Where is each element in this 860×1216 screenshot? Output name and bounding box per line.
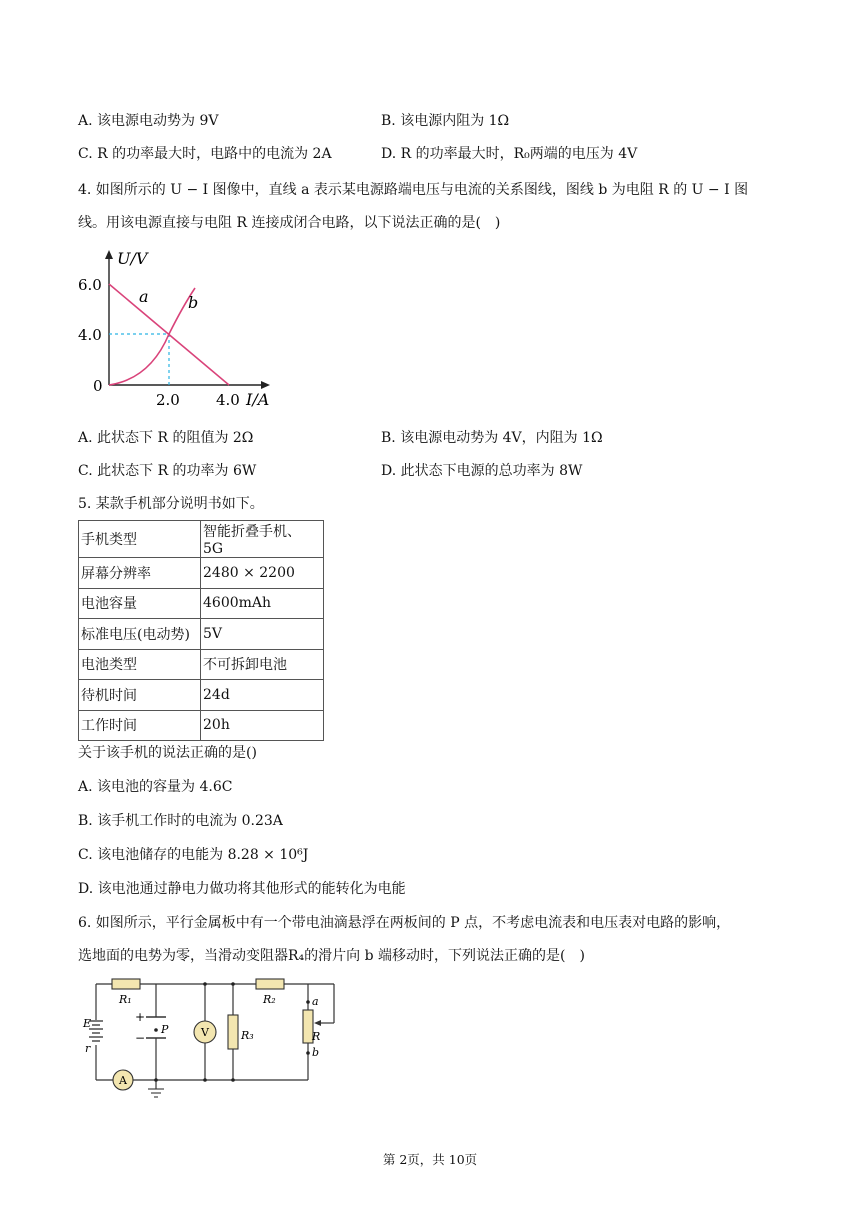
spec-value: 20h [201,710,324,741]
spec-value: 24d [201,680,324,711]
resistor-r1 [112,979,140,989]
resistor-r2 [256,979,284,989]
spec-key: 标准电压(电动势) [79,619,201,650]
label-plus: + [135,1010,146,1024]
q3-option-b: B. 该电源内阻为 1Ω [381,113,510,129]
table-row [79,588,324,619]
y-tick-6: 6.0 [78,276,102,294]
spec-key: 手机类型 [79,521,201,558]
table-row [79,558,324,589]
origin-label: 0 [93,377,103,395]
battery-icon [89,1021,103,1041]
q6-stem-line2: 选地面的电势为零，当滑动变阻器R₄的滑片向 b 端移动时，下列说法正确的是( ) [78,948,585,964]
label-ammeter: A [119,1074,127,1087]
rheostat-slider-arrow [314,1020,321,1026]
label-minus: − [135,1031,146,1045]
label-r1: R₁ [119,993,132,1006]
q4-stem-line2: 线。用该电源直接与电阻 R 连接成闭合电路，以下说法正确的是( ) [78,215,501,231]
spec-value: 5V [201,619,324,650]
spec-value: 不可拆卸电池 [201,649,324,680]
y-axis-label: U/V [117,249,148,268]
spec-key: 待机时间 [79,680,201,711]
line-a-label: a [139,287,149,306]
label-a: a [312,995,319,1008]
q5-option-d: D. 该电池通过静电力做功将其他形式的能转化为电能 [78,881,406,897]
x-axis-label: I/A [246,390,270,409]
q4-ui-graph [75,244,285,414]
table-row [79,619,324,650]
label-r: R [312,1030,321,1043]
q4-option-c: C. 此状态下 R 的功率为 6W [78,463,257,479]
spec-key: 屏幕分辨率 [79,558,201,589]
spec-value: 2480 × 2200 [201,558,324,589]
spec-key: 电池类型 [79,649,201,680]
table-row [79,680,324,711]
table-row [79,710,324,741]
label-b: b [312,1046,320,1059]
label-r3: R₃ [241,1029,254,1042]
spec-key: 电池容量 [79,588,201,619]
x-tick-4: 4.0 [216,391,240,409]
y-tick-4: 4.0 [78,326,102,344]
label-v: V [201,1026,209,1039]
q5-option-c: C. 该电池储存的电能为 8.28 × 10⁶J [78,847,309,863]
ground-icon [148,1089,164,1097]
q5-stem: 5. 某款手机部分说明书如下。 [78,496,264,512]
q4-option-d: D. 此状态下电源的总功率为 8W [381,463,583,479]
q5-option-b: B. 该手机工作时的电流为 0.23A [78,813,283,829]
resistor-r3 [228,1015,238,1049]
q4-stem-line1: 4. 如图所示的 U − I 图像中，直线 a 表示某电源路端电压与电流的关系图线，图线 b 为电阻 R 的 U − I 图 [78,182,749,198]
curve-b [109,288,195,385]
spec-value: 智能折叠手机、5G [201,521,324,558]
page-footer: 第 2页，共 10页 [382,1152,478,1167]
q6-stem-line1: 6. 如图所示，平行金属板中有一个带电油滴悬浮在两板间的 P 点，不考虑电流表和电压表对电路的影响， [78,915,731,931]
label-r2: R₂ [263,993,276,1006]
q3-option-c: C. R 的功率最大时，电路中的电流为 2A [78,146,332,162]
table-row [79,649,324,680]
q3-option-d: D. R 的功率最大时，R₀两端的电压为 4V [381,146,638,162]
phone-spec-table [78,520,324,741]
spec-value: 4600mAh [201,588,324,619]
q6-circuit-diagram [78,975,348,1105]
curve-b-label: b [188,293,199,312]
label-p: P [161,1023,169,1036]
graph-y-arrow [105,250,113,259]
table-row [79,521,324,558]
label-e: E [83,1017,92,1030]
q5-option-a: A. 该电池的容量为 4.6C [78,779,233,795]
q4-option-a: A. 此状态下 R 的阻值为 2Ω [78,430,254,446]
graph-x-arrow [261,381,270,389]
oil-drop-point [154,1028,158,1032]
q3-option-a: A. 该电源电动势为 9V [78,113,219,129]
q5-question: 关于该手机的说法正确的是() [78,745,257,761]
spec-key: 工作时间 [79,710,201,741]
q4-option-b: B. 该电源电动势为 4V，内阻为 1Ω [381,430,603,446]
label-r-internal: r [85,1042,91,1055]
x-tick-2: 2.0 [156,391,180,409]
